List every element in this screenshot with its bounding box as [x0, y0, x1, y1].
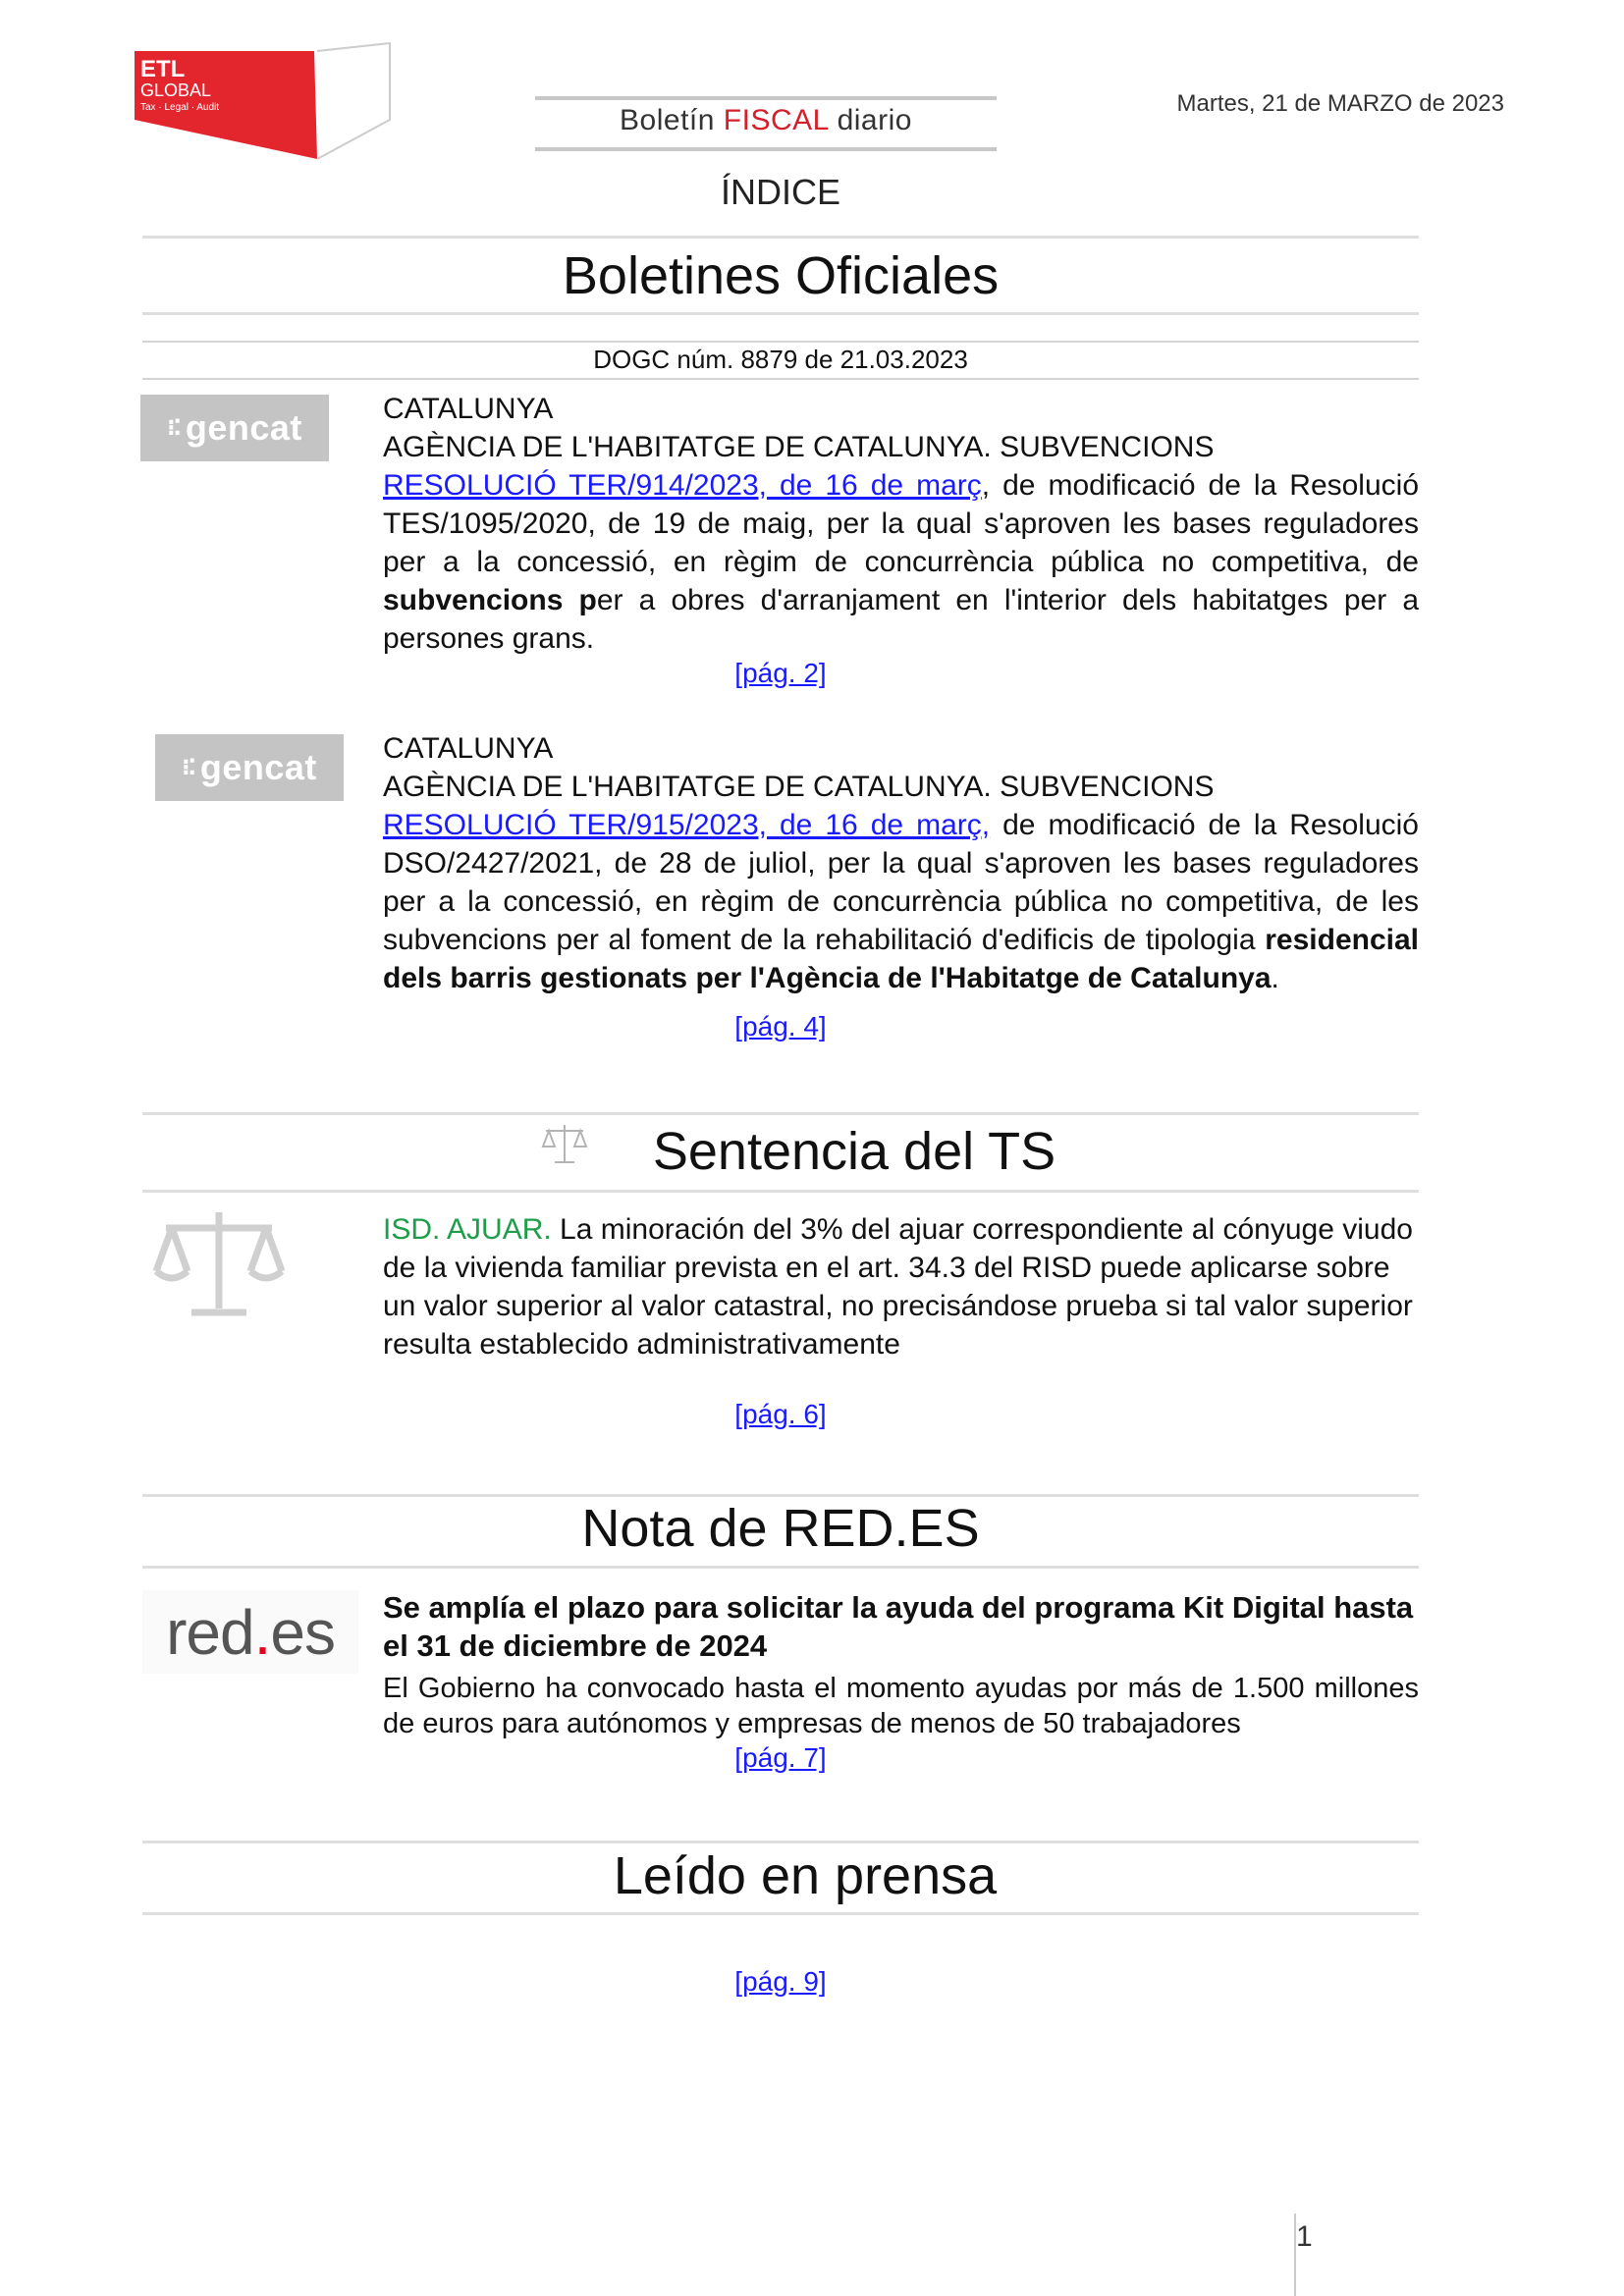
resolution-link[interactable]: RESOLUCIÓ TER/915/2023, de 16 de març,	[383, 809, 991, 841]
redes-logo-dot: .	[253, 1596, 271, 1668]
entry-text: er a obres d'arranjament en l'interior dels habitatges per a persones grans.	[383, 584, 1420, 655]
section-rule	[142, 1912, 1419, 1915]
section-rule	[142, 312, 1419, 315]
entry-text-bold: residencial dels barris gestionats per l'Agència de l'Habitatge de Catalunya	[383, 924, 1419, 994]
section-rule	[142, 1566, 1419, 1569]
entry-text-bold: subvencions p	[383, 584, 597, 616]
section-title-sentencia: Sentencia del TS	[652, 1122, 1056, 1181]
page-link[interactable]: [pág. 2]	[734, 658, 827, 688]
gencat-logo	[155, 734, 344, 801]
gencat-label: gencat	[199, 747, 317, 787]
redes-logo-part: red	[166, 1596, 254, 1668]
sentencia-tag: ISD. AJUAR.	[383, 1213, 552, 1246]
page-link[interactable]: [pág. 9]	[734, 1966, 827, 1997]
gencat-logo	[140, 395, 329, 461]
entry-body	[383, 466, 1419, 658]
redes-logo	[142, 1590, 358, 1674]
dogc-rule-top	[142, 341, 1419, 343]
bulletin-date: Martes, 21 de MARZO de 2023	[1176, 90, 1504, 117]
svg-text:GLOBAL: GLOBAL	[140, 80, 212, 100]
redes-text: El Gobierno ha convocado hasta el momento ayudas por más de 1.500 millones de euros para autónomos y empresas de menos de 50 trabajadores	[383, 1673, 1419, 1739]
gencat-label: gencat	[185, 407, 302, 448]
section-rule	[142, 1494, 1419, 1497]
sentencia-entry	[383, 1210, 1419, 1363]
dogc-reference: DOGC núm. 8879 de 21.03.2023	[593, 345, 968, 374]
entry-text: .	[1271, 962, 1279, 994]
scales-large-icon	[152, 1202, 285, 1325]
redes-logo-part: es	[270, 1596, 335, 1668]
bulletin-rule-bottom	[535, 147, 997, 151]
etl-global-logo	[133, 39, 398, 162]
section-rule	[142, 1112, 1419, 1115]
entry-agency: AGÈNCIA DE L'HABITATGE DE CATALUNYA. SUBVENCIONS	[383, 431, 1215, 463]
bulletin-prefix: Boletín	[620, 104, 715, 136]
resolution-link[interactable]: RESOLUCIÓ TER/914/2023, de 16 de març	[383, 469, 982, 502]
page-link[interactable]: [pág. 6]	[734, 1399, 827, 1429]
page-number: 1	[1296, 2220, 1313, 2253]
page-link[interactable]: [pág. 7]	[734, 1742, 827, 1773]
section-rule	[142, 1190, 1419, 1193]
bulletin-accent: FISCAL	[723, 104, 829, 136]
entry-text: , de modificació de la Resolució TES/1095/2020, de 19 de maig, per la qual s'aproven les bases reguladores per a la concessió, en règim de concurrència pública no competitiva, de	[383, 469, 1420, 578]
svg-text:Tax · Legal · Audit: Tax · Legal · Audit	[140, 102, 220, 113]
page-link[interactable]: [pág. 4]	[734, 1011, 827, 1041]
entry-region: CATALUNYA	[383, 393, 554, 425]
bulletin-suffix: diario	[837, 104, 912, 136]
section-title-boletines: Boletines Oficiales	[562, 246, 1000, 305]
section-rule	[142, 1841, 1419, 1843]
boletin-entry	[383, 729, 1419, 997]
redes-headline: Se amplía el plazo para solicitar la ayuda del programa Kit Digital hasta el 31 de diciembre de 2024	[383, 1590, 1414, 1663]
index-heading: ÍNDICE	[720, 172, 840, 212]
entry-agency: AGÈNCIA DE L'HABITATGE DE CATALUNYA. SUBVENCIONS	[383, 771, 1215, 803]
boletin-entry	[383, 390, 1419, 658]
bulletin-rule-top	[535, 96, 997, 100]
redes-entry	[383, 1588, 1419, 1741]
sentencia-text: La minoración del 3% del ajuar correspondiente al cónyuge viudo de la vivienda familiar prevista en el art. 34.3 del RISD puede aplicarse sobre un valor superior al valor catastral, no precisándose prueba si tal valor superior resulta establecido administrativamente	[383, 1213, 1413, 1361]
section-rule	[142, 236, 1419, 239]
entry-region: CATALUNYA	[383, 732, 554, 765]
gencat-dots-icon: ⁝⁚	[167, 415, 180, 440]
section-title-prensa: Leído en prensa	[613, 1846, 998, 1905]
svg-text:ETL: ETL	[140, 56, 186, 82]
entry-text: de modificació de la Resolució DSO/2427/2021, de 28 de juliol, per la qual s'aproven les bases reguladores per a la concessió, en règim de concurrència pública no competitiva, de les subvencions per al foment de la rehabilitació d'edificis de tipologia	[383, 809, 1419, 956]
dogc-rule-bottom	[142, 378, 1419, 380]
entry-body	[383, 806, 1419, 997]
section-title-redes: Nota de RED.ES	[581, 1499, 980, 1558]
bulletin-title	[535, 104, 997, 137]
gencat-dots-icon: ⁝⁚	[182, 755, 194, 779]
